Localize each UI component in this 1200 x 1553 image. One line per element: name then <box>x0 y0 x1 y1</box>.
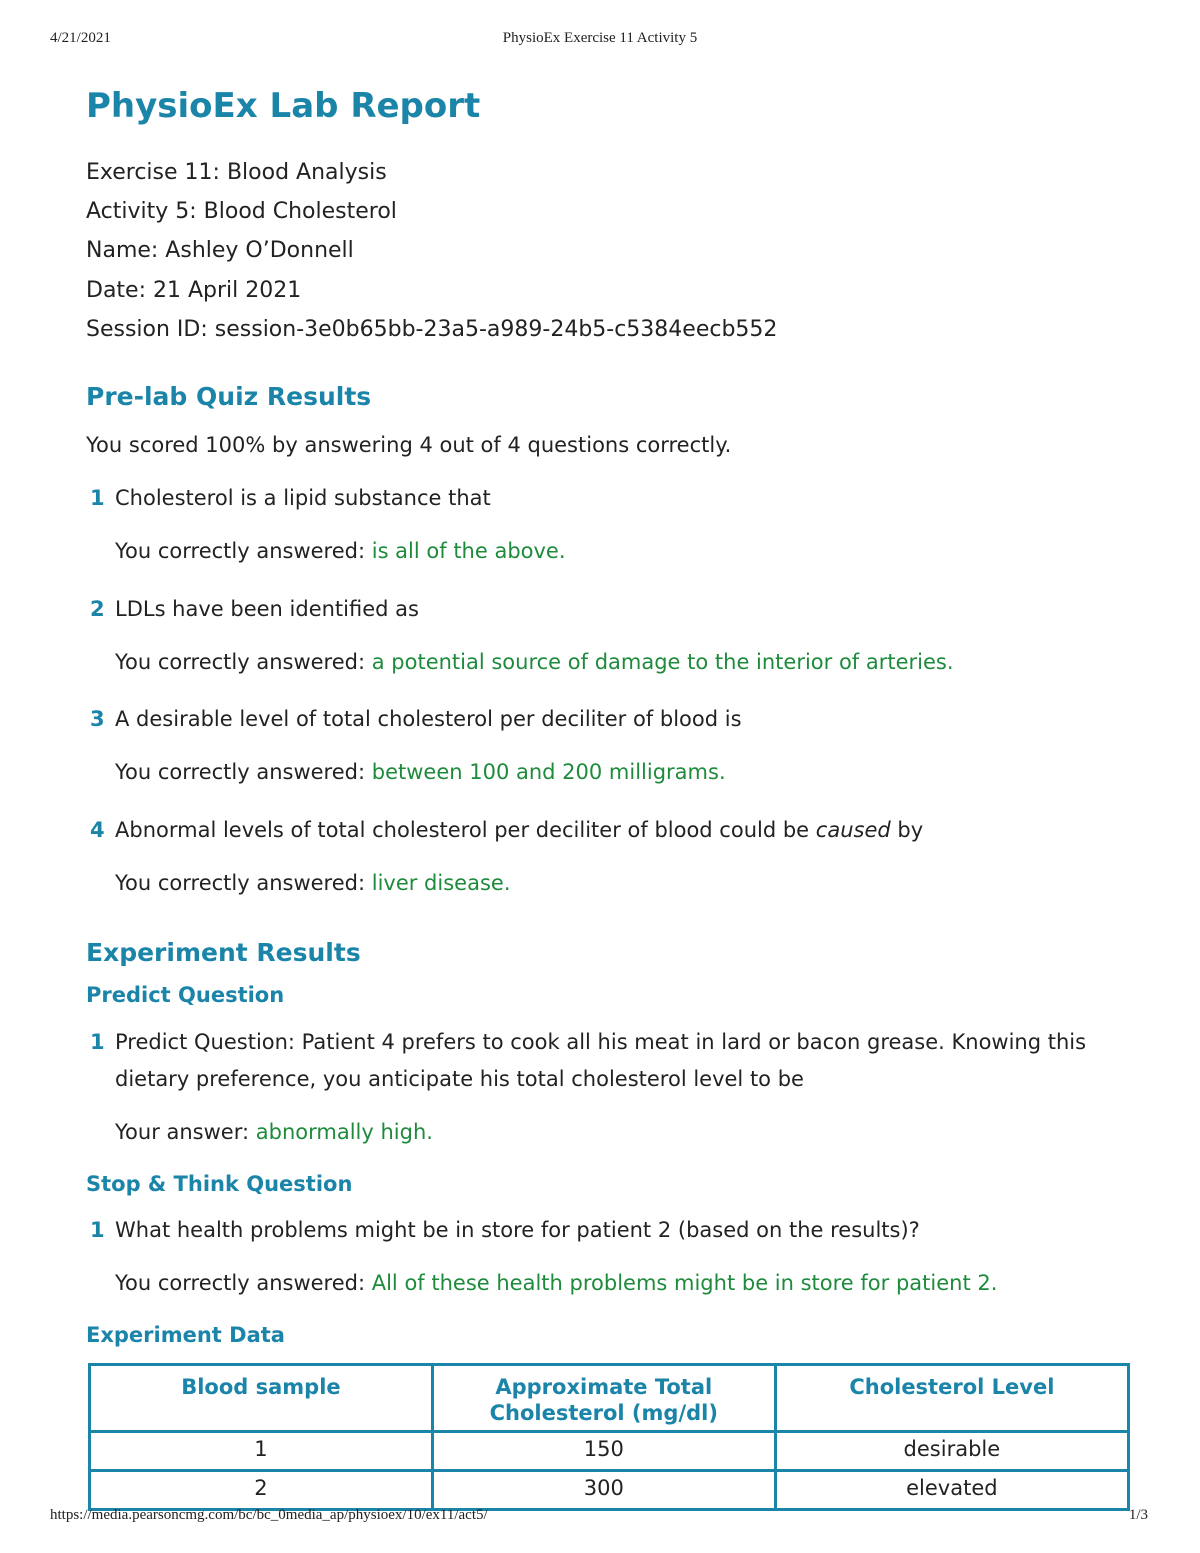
question-number: 1 <box>90 1030 105 1054</box>
question-answer <box>115 644 954 681</box>
table-cell: 150 <box>432 1432 775 1471</box>
experiment-data-table <box>88 1363 1130 1511</box>
table-header-row <box>90 1365 1129 1432</box>
experiment-data-heading: Experiment Data <box>86 1323 285 1347</box>
question-text: A desirable level of total cholesterol per deciliter of blood is <box>115 707 742 731</box>
answer-value: All of these health problems might be in store for patient 2. <box>371 1271 998 1295</box>
page-number: 1/3 <box>1128 1507 1148 1523</box>
column-header: Approximate Total Cholesterol (mg/dl) <box>432 1365 775 1432</box>
answer-value: is all of the above. <box>371 539 566 563</box>
question-text-part: by <box>890 818 924 842</box>
question-text-emphasis: caused <box>815 818 891 842</box>
question-number: 4 <box>90 818 105 842</box>
report-date: Date: 21 April 2021 <box>86 278 302 303</box>
table-row <box>90 1471 1129 1510</box>
answer-value: between 100 and 200 milligrams. <box>371 760 726 784</box>
experiment-heading: Experiment Results <box>86 938 361 967</box>
answer-prefix: You correctly answered: <box>115 760 372 784</box>
question-text: Cholesterol is a lipid substance that <box>115 486 491 510</box>
question-number: 3 <box>90 707 105 731</box>
question-text: Predict Question: Patient 4 prefers to cook all his meat in lard or bacon grease. Knowing this dietary preference, you anticipate his total cholesterol level to be <box>115 1030 1087 1091</box>
answer-prefix: You correctly answered: <box>115 1271 372 1295</box>
question-text-part: Abnormal levels of total cholesterol per deciliter of blood could be <box>115 818 816 842</box>
activity-line: Activity 5: Blood Cholesterol <box>86 199 397 224</box>
exercise-line: Exercise 11: Blood Analysis <box>86 160 387 185</box>
table-cell: desirable <box>775 1432 1128 1471</box>
student-name: Name: Ashley O’Donnell <box>86 238 354 263</box>
answer-prefix: You correctly answered: <box>115 539 372 563</box>
question-answer <box>115 533 566 570</box>
column-header: Blood sample <box>90 1365 433 1432</box>
answer-value: liver disease. <box>371 871 511 895</box>
predict-heading: Predict Question <box>86 983 285 1007</box>
print-date: 4/21/2021 <box>50 30 111 46</box>
question-number: 1 <box>90 1218 105 1242</box>
table-cell: elevated <box>775 1471 1128 1510</box>
session-id: Session ID: session-3e0b65bb-23a5-a989-24b5-c5384eecb552 <box>86 317 778 342</box>
table-cell: 2 <box>90 1471 433 1510</box>
answer-value: a potential source of damage to the interior of arteries. <box>371 650 954 674</box>
question-answer <box>115 754 726 791</box>
question-answer <box>115 1265 997 1302</box>
answer-prefix: You correctly answered: <box>115 650 372 674</box>
table-cell: 300 <box>432 1471 775 1510</box>
column-header: Cholesterol Level <box>775 1365 1128 1432</box>
question-text: LDLs have been identified as <box>115 597 419 621</box>
report-title: PhysioEx Lab Report <box>86 86 481 126</box>
print-url: https://media.pearsoncmg.com/bc/bc_0media_ap/physioex/10/ex11/act5/ <box>50 1507 488 1523</box>
table-cell: 1 <box>90 1432 433 1471</box>
question-answer <box>115 1114 433 1151</box>
answer-value: abnormally high. <box>255 1120 433 1144</box>
question-number: 1 <box>90 486 105 510</box>
question-text: What health problems might be in store for patient 2 (based on the results)? <box>115 1218 920 1242</box>
prelab-score: You scored 100% by answering 4 out of 4 questions correctly. <box>86 433 732 457</box>
answer-prefix: Your answer: <box>115 1120 256 1144</box>
question-text <box>115 812 1130 849</box>
question-answer <box>115 865 511 902</box>
question-number: 2 <box>90 597 105 621</box>
prelab-heading: Pre-lab Quiz Results <box>86 382 372 411</box>
answer-prefix: You correctly answered: <box>115 871 372 895</box>
stop-think-heading: Stop & Think Question <box>86 1172 353 1196</box>
print-title: PhysioEx Exercise 11 Activity 5 <box>502 30 698 46</box>
table-row <box>90 1432 1129 1471</box>
